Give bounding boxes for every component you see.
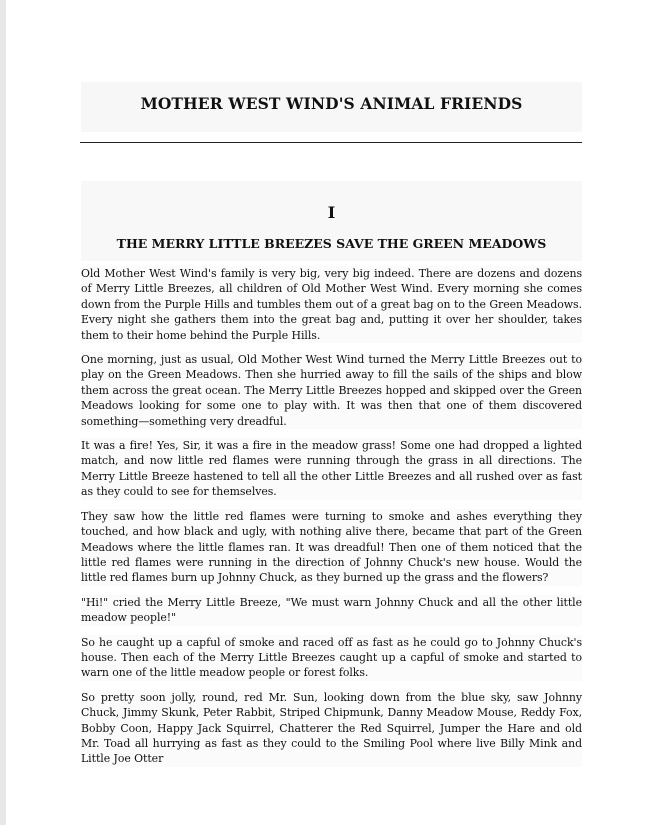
paragraph: "Hi!" cried the Merry Little Breeze, "We must warn Johnny Chuck and all the other little meadow people!": [81, 595, 582, 625]
paragraph: So he caught up a capful of smoke and raced off as fast as he could go to Johnny Chuck's house. Then each of the Merry Little Breezes caught up a capful of smoke and started to warn one of the little meadow people or forest folks.: [81, 635, 582, 680]
paragraph: So pretty soon jolly, round, red Mr. Sun, looking down from the blue sky, saw Johnny Chuck, Jimmy Skunk, Peter Rabbit, Striped Chipmunk, Danny Meadow Mouse, Reddy Fox, Bobby Coon, Happy Jack Squirrel, Chatterer the Red Squirrel, Jumper the Hare and old Mr. Toad all hurrying as fast as they could to the Smiling Pool where live Billy Mink and Little Joe Otter: [81, 690, 582, 766]
chapter-title: THE MERRY LITTLE BREEZES SAVE THE GREEN MEADOWS: [116, 236, 547, 251]
document-page: [6, 0, 658, 825]
paragraph: They saw how the little red flames were turning to smoke and ashes everything they touched, and how black and ugly, with nothing alive there, became that part of the Green Meadows where the little flames ran. It was dreadful! Then one of them noticed that the little red flames were running in the direction of Johnny Chuck's new house. Would the little red flames burn up Johnny Chuck, as they burned up the grass and the flowers?: [81, 509, 582, 585]
paragraph: One morning, just as usual, Old Mother West Wind turned the Merry Little Breezes out to play on the Green Meadows. Then she hurried away to fill the sails of the ships and blow them across the great ocean. The Merry Little Breezes hopped and skipped over the Green Meadows looking for some one to play with. It was then that one of them discovered something—something very dreadful.: [81, 353, 582, 428]
title-divider: [80, 142, 582, 143]
chapter-number: I: [327, 203, 336, 222]
paragraph: It was a fire! Yes, Sir, it was a fire in the meadow grass! Some one had dropped a lighted match, and now little red flames were running through the grass in all directions. The Merry Little Breeze hastened to tell all the other Little Breezes and all rushed over as fast as they could to see for themselves.: [81, 439, 582, 499]
book-title: MOTHER WEST WIND'S ANIMAL FRIENDS: [140, 94, 523, 113]
paragraph: Old Mother West Wind's family is very big, very big indeed. There are dozens and dozens of Merry Little Breezes, all children of Old Mother West Wind. Every morning she comes down from the Purple Hills and tumbles them out of a great bag on to the Green Meadows. Every night she gathers them into the great bag and, putting it over her shoulder, takes them to their home behind the Purple Hills.: [81, 267, 582, 342]
chapter-body: [81, 266, 582, 776]
